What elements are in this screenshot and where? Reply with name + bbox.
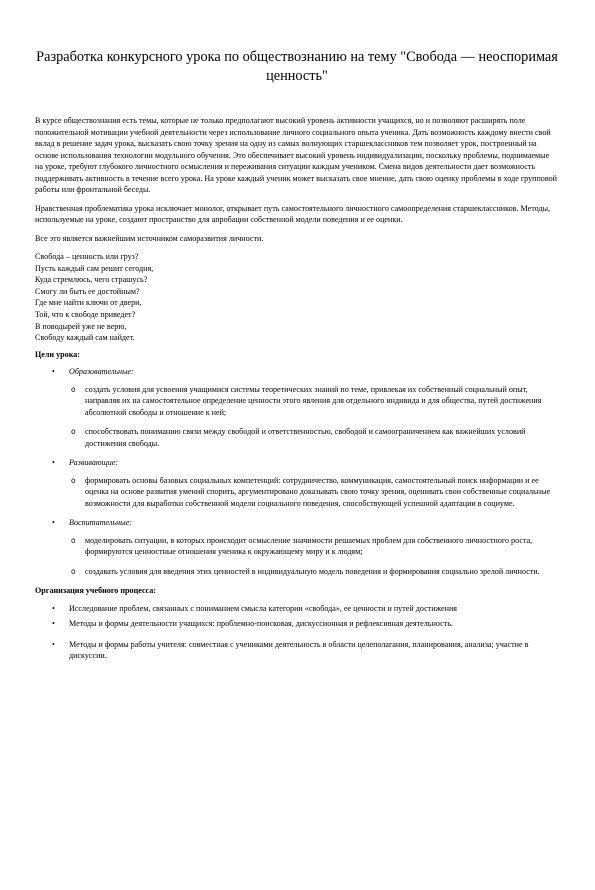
- org-list: [35, 603, 559, 662]
- goal-items: [69, 475, 559, 510]
- list-item: • Методы и формы деятельности учащихся: проблемно-поисковая, дискуссионная и рефлексивная деятельность.: [52, 619, 453, 629]
- circle-bullet-icon: o: [71, 427, 76, 437]
- goal-category-label: Воспитательные:: [69, 518, 132, 528]
- goals-heading: Цели урока:: [35, 349, 80, 359]
- bullet-icon: •: [52, 639, 55, 649]
- org-heading: Организация учебного процесса:: [35, 586, 156, 596]
- paragraph: В курсе обществознания есть темы, которые не только предполагают высокий уровень активности учащихся, но и позволяют расширять поле положительной мотивации учебной деятельности через использование личного социального опыта ученика. Дать возможность каждому внести свой вклад в решение задач урока, высказать свою точку зрения на одну из самых волнующих старшеклассников тем позволяет урок, построенный на основе использования технологии модульного обучения. Это обеспечивает высокий уровень индивидуализации, поскольку проблемы, поднимаемые на уроке, требуют глубокого личностного осмысления и переживания ситуации каждым учеником. Смена видов деятельности дает возможность поддерживать активность в течение всего урока. На уроке каждый ученик может высказать свое мнение, дать свою оценку проблемы в ходе групповой работы или фронтальной беседы.: [35, 116, 557, 194]
- bullet-icon: •: [52, 458, 55, 468]
- poem-line: Пусть каждый сам решит сегодня,: [35, 263, 154, 273]
- list-item: o способствовать пониманию связи между свободой и ответственностью, свободой и самоограничением как важнейших условий достижения свободы.: [71, 427, 526, 448]
- goal-category-label: Развивающие:: [69, 458, 119, 468]
- document-body: [35, 115, 559, 662]
- goal-category: [35, 366, 559, 449]
- document-title: Разработка конкурсного урока по обществознанию на тему "Свобода — неоспоримая ценность": [36, 49, 558, 84]
- bullet-icon: •: [52, 603, 55, 613]
- list-item: o формировать основы базовых социальных компетенций: сотрудничество, коммуникация, самостоятельный поиск информации и ее оценка на основе развития умений спорить, аргументировано доказывать свою точку зрения, оценивать свои собственные социальные возможности для выработки собственной модели социального поведения, способствующей успешной адаптации в социуме.: [71, 475, 551, 508]
- document-page: [0, 48, 595, 890]
- circle-bullet-icon: o: [71, 475, 76, 485]
- paragraph: Нравственная проблематика урока исключает монолог, открывает путь самостоятельного личностного самоопределения старшеклассников. Методы, используемые на уроке, создают пространство для апробации собственной модели поведения и ее оценки.: [35, 203, 551, 224]
- goal-category: [35, 517, 559, 577]
- poem: [35, 251, 559, 344]
- bullet-icon: •: [52, 518, 55, 528]
- poem-line: В поводырей уже не верю,: [35, 321, 127, 331]
- list-item: o создать условия для усвоения учащимися системы теоретических знаний по теме, привлекая их собственный социальный опыт, направляя их на самостоятельное определение ценности этого явления для отдельного индивида и для общества, путей достижения абсолютной свободы и отношение к ней;: [71, 384, 542, 417]
- circle-bullet-icon: o: [71, 384, 76, 394]
- goal-category: [35, 457, 559, 509]
- poem-line: Смогу ли быть ее достойным?: [35, 286, 140, 296]
- list-item: o создавать условия для введения этих ценностей в индивидуальную модель поведения и формирования социально зрелой личности.: [71, 566, 540, 576]
- paragraph: Все это является важнейшим источником саморазвития личности.: [35, 233, 264, 243]
- goals-list: [35, 366, 559, 577]
- list-item: o моделировать ситуации, в которых происходит осмысление значимости решаемых проблем для собственного личностного роста, формируются ценностные отношения ученика к окружающему миру и к людям;: [71, 535, 533, 557]
- goal-items: [69, 535, 559, 578]
- poem-line: Свобода – ценность или груз?: [35, 252, 139, 261]
- poem-line: Свободу каждый сам найдет.: [35, 333, 135, 343]
- bullet-icon: •: [52, 619, 55, 629]
- circle-bullet-icon: o: [71, 535, 76, 545]
- circle-bullet-icon: o: [71, 566, 76, 576]
- list-item: • Исследование проблем, связанных с пониманием смысла категории «свобода», ее ценности и путей достижения: [52, 603, 457, 613]
- poem-line: Той, что к свободе приведет?: [35, 309, 136, 319]
- list-item: • Методы и формы работы учителя: совместная с учениками деятельность в области целеполагания, планирования, анализа; участие в дискуссии.: [52, 639, 529, 661]
- poem-line: Куда стремлюсь, чего страшусь?: [35, 275, 148, 285]
- goal-category-label: Образовательные:: [69, 367, 134, 377]
- bullet-icon: •: [52, 367, 55, 377]
- poem-line: Где мне найти ключи от двери,: [35, 298, 142, 308]
- goal-items: [69, 384, 559, 450]
